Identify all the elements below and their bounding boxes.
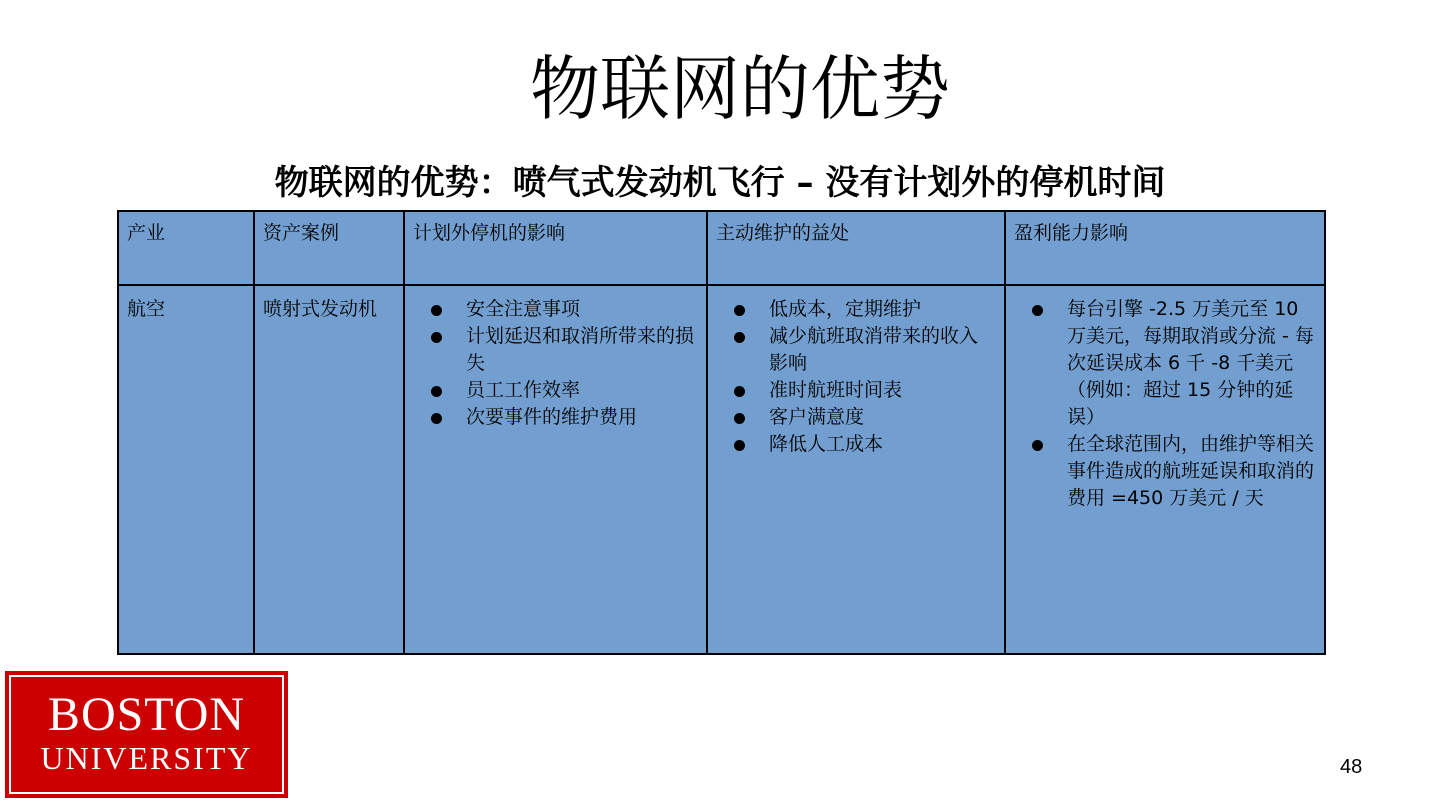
list-item: 安全注意事项 xyxy=(413,296,698,323)
bullet-icon xyxy=(734,305,745,316)
bullet-icon xyxy=(431,305,442,316)
header-industry: 产业 xyxy=(118,211,254,285)
bullet-icon xyxy=(431,332,442,343)
bullet-icon xyxy=(1032,440,1043,451)
logo-line-boston: BOSTON xyxy=(47,688,246,741)
list-item: 次要事件的维护费用 xyxy=(413,404,698,431)
cell-downtime-impact xyxy=(404,285,707,654)
logo-frame xyxy=(9,675,284,794)
logo-line-university: UNIVERSITY xyxy=(40,740,253,776)
header-maintenance-benefits: 主动维护的益处 xyxy=(707,211,1005,285)
cell-asset: 喷射式发动机 xyxy=(254,285,404,654)
list-item: 降低人工成本 xyxy=(716,431,996,458)
header-asset: 资产案例 xyxy=(254,211,404,285)
list-item: 减少航班取消带来的收入影响 xyxy=(716,323,996,377)
bullet-icon xyxy=(734,413,745,424)
maintenance-benefits-list xyxy=(716,296,996,458)
cell-maintenance-benefits xyxy=(707,285,1005,654)
slide-subtitle: 物联网的优势：喷气式发动机飞行 – 没有计划外的停机时间 xyxy=(274,163,1166,203)
page-number: 48 xyxy=(1340,756,1363,778)
bullet-icon xyxy=(734,332,745,343)
bullet-icon xyxy=(431,386,442,397)
cell-profit-impact xyxy=(1005,285,1325,654)
table-row xyxy=(118,285,1325,654)
header-profit-impact: 盈利能力影响 xyxy=(1005,211,1325,285)
table-header-row xyxy=(118,211,1325,285)
bullet-icon xyxy=(1032,305,1043,316)
list-item: 低成本，定期维护 xyxy=(716,296,996,323)
list-item: 员工工作效率 xyxy=(413,377,698,404)
profit-impact-list xyxy=(1014,296,1316,512)
boston-university-logo xyxy=(5,671,288,798)
list-item: 准时航班时间表 xyxy=(716,377,996,404)
list-item: 计划延迟和取消所带来的损失 xyxy=(413,323,698,377)
bullet-icon xyxy=(431,413,442,424)
bullet-icon xyxy=(734,440,745,451)
slide-title: 物联网的优势 xyxy=(530,48,950,130)
list-item: 客户满意度 xyxy=(716,404,996,431)
cell-industry: 航空 xyxy=(118,285,254,654)
header-downtime-impact: 计划外停机的影响 xyxy=(404,211,707,285)
downtime-impact-list xyxy=(413,296,698,431)
bullet-icon xyxy=(734,386,745,397)
list-item: 在全球范围内，由维护等相关事件造成的航班延误和取消的费用 =450 万美元 / 天 xyxy=(1014,431,1316,512)
benefits-table xyxy=(117,210,1326,655)
list-item: 每台引擎 -2.5 万美元至 10 万美元，每期取消或分流 - 每次延误成本 6 千 -8 千美元（例如：超过 15 分钟的延误） xyxy=(1014,296,1316,431)
